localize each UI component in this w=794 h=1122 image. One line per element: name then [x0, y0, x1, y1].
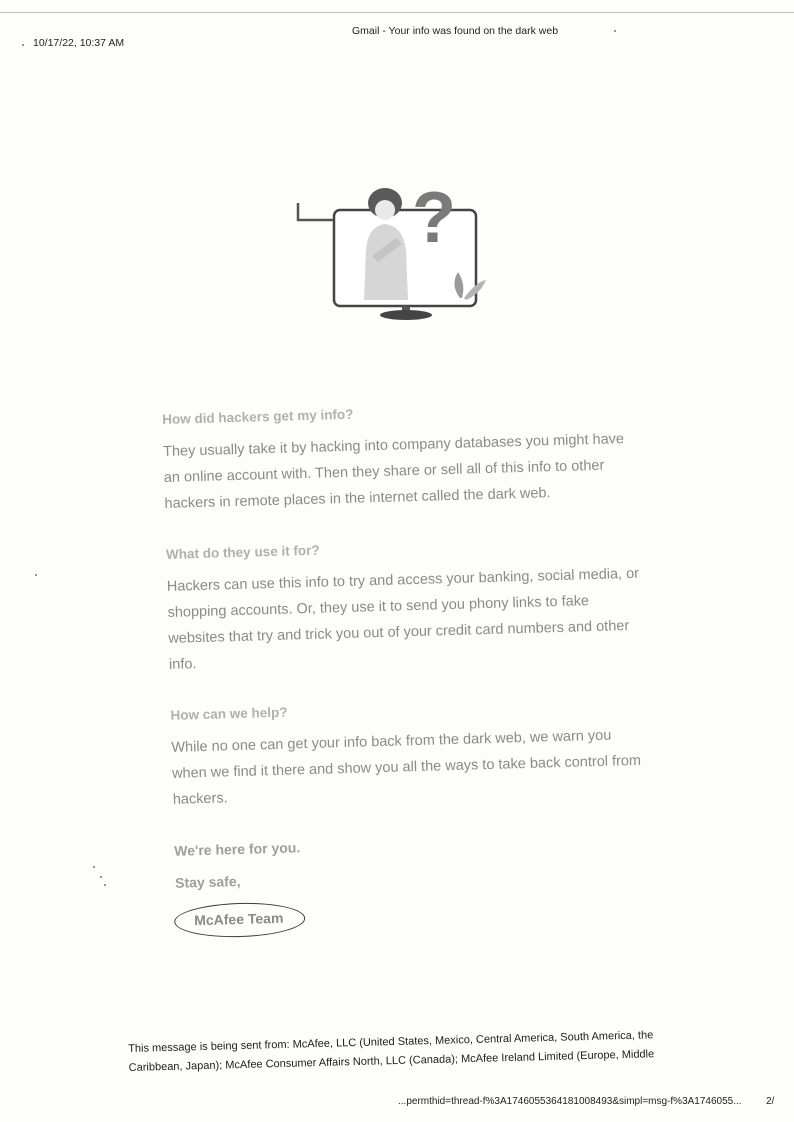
scan-speck [100, 876, 102, 878]
section-heading: What do they use it for? [165, 542, 320, 562]
section-text: Hackers can use this info to try and access your banking, social media, or shopping accounts. Or, they use it to send you phony links to fake websites that try and trick you out of your credit card numbers and other info. [166, 565, 640, 673]
print-datetime: 10/17/22, 10:37 AM [33, 37, 125, 49]
signature: McAfee Team [193, 909, 284, 929]
section-how-did-hackers [162, 399, 640, 517]
scan-speck [614, 30, 616, 32]
email-subject-title: Gmail - Your info was found on the dark web [352, 25, 559, 37]
signature-block [176, 903, 302, 936]
print-url: ...permthid=thread-f%3A1746055364181008493&simpl=msg-f%3A1746055... [398, 1096, 742, 1107]
monitor-base [380, 310, 432, 320]
scan-speck [22, 44, 24, 46]
top-divider [0, 12, 794, 13]
person-body [364, 224, 408, 300]
section-heading: How can we help? [170, 704, 288, 723]
scan-speck [35, 574, 37, 576]
section-what-do-they-use [166, 534, 644, 678]
scan-speck [93, 866, 95, 868]
section-how-can-we-help [170, 695, 648, 813]
question-mark-monitor-illustration [290, 160, 490, 325]
section-heading: How did hackers get my info? [162, 406, 354, 427]
page-number: 2/ [766, 1096, 775, 1107]
closing-line: Stay safe, [174, 872, 241, 891]
scan-speck [104, 884, 106, 886]
question-mark-glyph: ? [412, 178, 456, 258]
email-body [162, 399, 651, 937]
sender-disclaimer: This message is being sent from: McAfee, LLC (United States, Mexico, Central America, South America, the Caribbean, Japan); McAfee Consumer Affairs North, LLC (Canada); McAfee Ireland Limited (Europe, Middle [128, 1029, 655, 1074]
person-face [375, 200, 395, 220]
closing-line: We're here for you. [174, 839, 301, 859]
section-text: They usually take it by hacking into company databases you might have an online account with. Then they share or sell all of this info to other hackers in remote places in the internet called the dark web. [162, 431, 625, 512]
monitor-arm-line [298, 203, 332, 220]
section-text: While no one can get your info back from the dark web, we warn you when we find it there and show you all the ways to take back control from hackers. [171, 727, 642, 808]
